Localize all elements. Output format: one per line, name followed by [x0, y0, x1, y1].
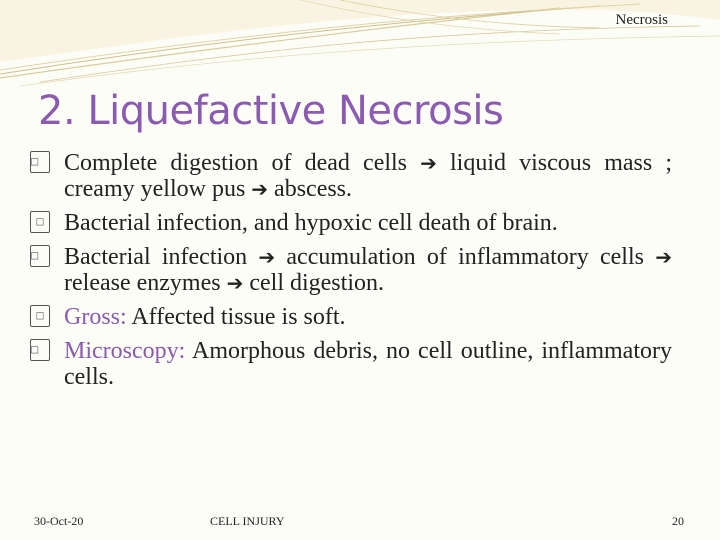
page-number: 20 — [672, 514, 684, 528]
right-arrow-icon: ➔ — [655, 245, 672, 269]
header-swoosh-decoration — [0, 0, 720, 90]
bullet-item — [30, 338, 672, 390]
bullet-item — [30, 304, 672, 330]
bullet-heading: Microscopy: — [64, 338, 186, 364]
right-arrow-icon: ➔ — [258, 245, 276, 269]
header-label: Necrosis — [615, 12, 668, 28]
bullet-item — [30, 210, 672, 236]
bullet-text: cell digestion. — [243, 270, 384, 296]
bullet-text: Bacterial infection — [64, 244, 259, 270]
bullet-marker-icon: □ — [30, 151, 50, 173]
footer-title: CELL INJURY — [210, 514, 285, 528]
bullet-marker-icon: □ — [30, 339, 50, 361]
bullet-text: abscess. — [268, 176, 353, 202]
bullet-marker-icon: □ — [30, 211, 50, 233]
right-arrow-icon: ➔ — [420, 151, 437, 175]
bullet-heading: Gross: — [64, 304, 127, 330]
bullet-text: Complete digestion of dead cells — [64, 150, 421, 176]
bullet-text: release enzymes — [64, 270, 227, 296]
bullet-marker-icon: □ — [30, 245, 50, 267]
slide-title: 2. Liquefactive Necrosis — [38, 88, 504, 134]
bullet-marker-icon: □ — [30, 305, 50, 327]
bullet-text: liquid viscous mass ; creamy yellow pus — [64, 150, 673, 202]
bullet-text: accumulation of inflammatory cells — [275, 244, 656, 270]
bullet-item — [30, 244, 672, 296]
bullet-text: Amorphous debris, no cell outline, inflammatory cells. — [64, 338, 672, 390]
bullet-list — [30, 150, 672, 398]
bullet-text: Affected tissue is soft. — [126, 304, 346, 330]
bullet-item — [30, 150, 672, 202]
bullet-text: Bacterial infection, and hypoxic cell death of brain. — [64, 210, 558, 236]
right-arrow-icon: ➔ — [251, 177, 269, 201]
footer-date: 30-Oct-20 — [34, 514, 84, 528]
right-arrow-icon: ➔ — [226, 271, 244, 295]
